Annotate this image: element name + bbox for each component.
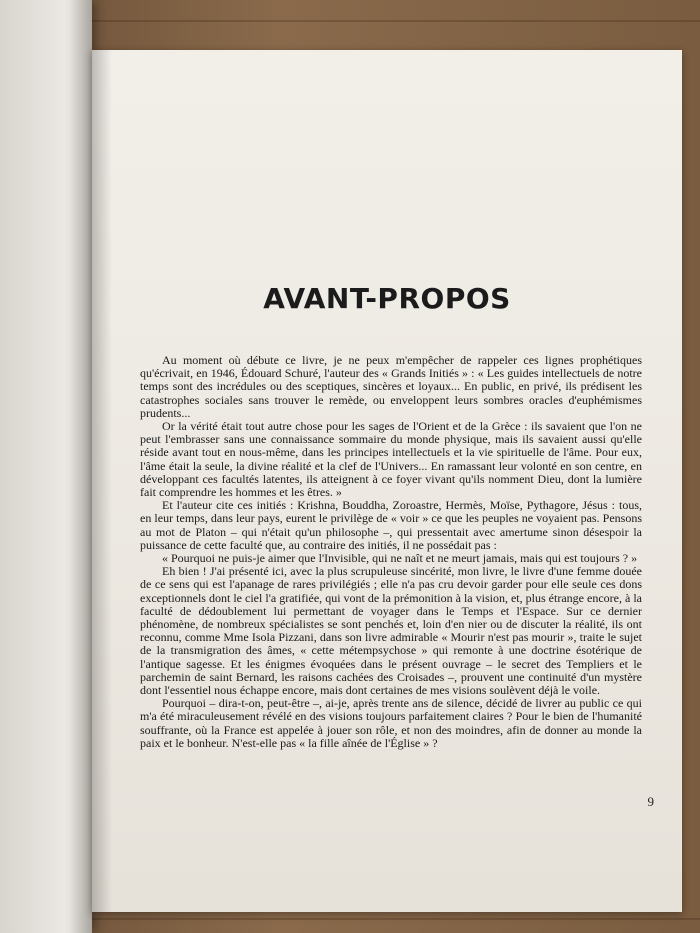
paragraph: Au moment où débute ce livre, je ne peux m'empêcher de rappeler ces lignes prophétiques qu'écrivait, en 1946, Édouard Schuré, l'auteur des « Grands Initiés » : « Les guides intellectuels de notre temps sont des incrédules ou des sceptiques, sincères et loyaux... En public, en privé, ils prédisent les catastrophes sociales sans trouver le remède, ou enveloppent leurs sombres oracles d'euphémismes prudents... [140, 353, 642, 420]
chapter-title: AVANT-PROPOS [263, 282, 511, 315]
wood-grain [0, 918, 700, 920]
page-gutter-shadow [92, 50, 112, 912]
paragraph: « Pourquoi ne puis-je aimer que l'Invisible, qui ne naît et ne meurt jamais, mais qui est toujours ? » [162, 551, 638, 566]
left-page [0, 0, 92, 933]
book-page [92, 50, 682, 912]
paragraph: Or la vérité était tout autre chose pour les sages de l'Orient et de la Grèce : ils savaient que l'on ne peut l'embrasser sans une connaissance sommaire du monde physique, mais ils savaient aussi qu'elle réside avant tout en nous-même, dans les principes intellectuels et la vie spirituelle de l'âme. Pour eux, l'âme était la seule, la divine réalité et la clef de l'Univers... En ramassant leur volonté en son centre, en développant ces facultés latentes, ils atteignent à ce foyer vivant qu'ils nomment Dieu, dont la lumière fait comprendre les hommes et les êtres. » [140, 419, 642, 500]
body-text [140, 354, 642, 750]
page-number: 9 [647, 794, 654, 809]
paragraph: Pourquoi – dira-t-on, peut-être –, ai-je, après trente ans de silence, décidé de livrer au public ce qui m'a été miraculeusement révélé en des visions toujours parfaitement claires ? Pour le bien de l'humanité souffrante, où la France est appelée à jouer son rôle, et non des moindres, afin de donner au monde la paix et le bonheur. N'est-elle pas « la fille aînée de l'Église » ? [140, 696, 642, 750]
paragraph: Et l'auteur cite ces initiés : Krishna, Bouddha, Zoroastre, Hermès, Moïse, Pythagore, Jésus : tous, en leur temps, dans leur pays, eurent le privilège de « voir » ce que les peuples ne voyaient pas. Pensons au mot de Platon – qui n'était qu'un philosophe –, qui pressentait avec amertume sinon désespoir la puissance de cette faculté que, au contraire des initiés, il ne possédait pas : [140, 498, 642, 552]
wood-grain [0, 20, 700, 22]
paragraph: Eh bien ! J'ai présenté ici, avec la plus scrupuleuse sincérité, mon livre, le livre d'une femme douée de ce sens qui est l'apanage de rares privilégiés ; elle n'a pas cru devoir garder pour elle seule ces dons exceptionnels dont le ciel l'a gratifiée, qui vont de la prémonition à la vision, et, plus étrange encore, à la faculté de dédoublement lui permettant de voyager dans le Temps et l'Espace. Sur ce dernier phénomène, de nombreux spécialistes se sont penchés et, loin d'en nier ou de discuter la réalité, ils ont reconnu, comme Mme Isola Pizzani, dans son livre admirable « Mourir n'est pas mourir », traite le sujet de la transmigration des âmes, « cette métempsychose » qui remonte à une doctrine ésotérique de l'antique sagesse. Et les énigmes évoquées dans le présent ouvrage – le secret des Templiers et le parchemin de saint Bernard, les raisons cachées des Croisades –, prouvent une continuité d'un mystère dont l'essentiel nous échappe encore, mais dont certaines de mes visions soulèvent déjà le voile. [140, 564, 642, 698]
left-page-shadow [70, 0, 92, 933]
